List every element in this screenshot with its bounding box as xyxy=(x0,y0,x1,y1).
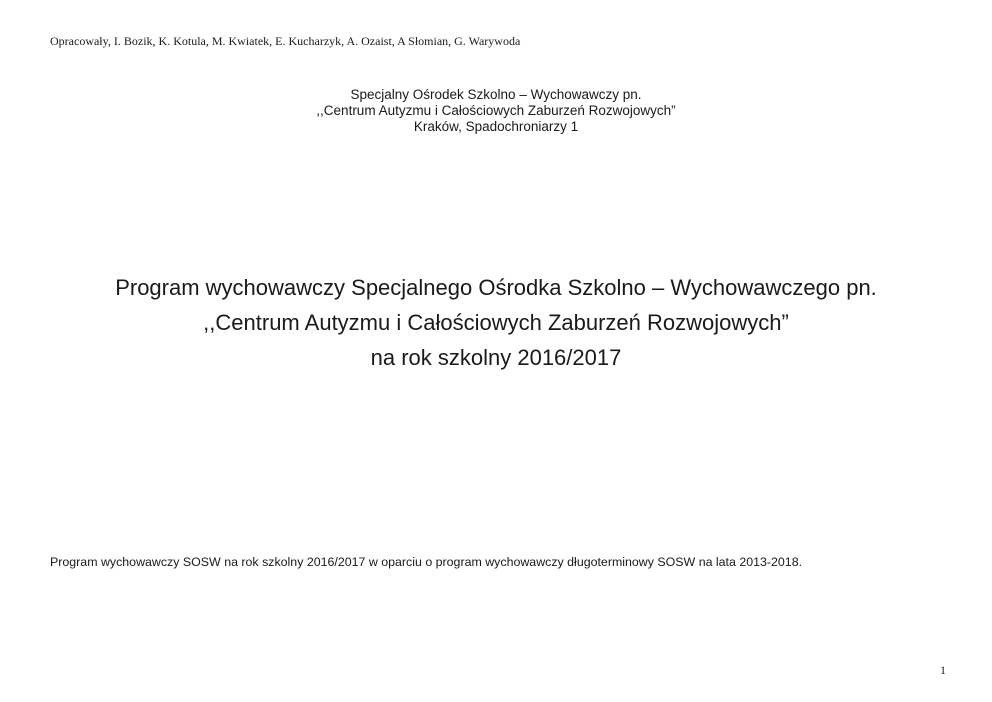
title-line-2: ,,Centrum Autyzmu i Całościowych Zaburzeń Rozwojowych” xyxy=(203,310,789,335)
institution-address: Kraków, Spadochroniarzy 1 xyxy=(413,119,579,134)
institution-name: Specjalny Ośrodek Szkolno – Wychowawczy pn. xyxy=(350,87,642,102)
document-title xyxy=(0,270,992,375)
title-line-3: na rok szkolny 2016/2017 xyxy=(370,345,622,370)
authors-header: Opracowały, I. Bozik, K. Kotula, M. Kwiatek, E. Kucharzyk, A. Ozaist, A Słomian, G. Warywoda xyxy=(50,34,521,48)
page-number: 1 xyxy=(940,663,946,677)
institution-subtitle: ,,Centrum Autyzmu i Całościowych Zaburzeń Rozwojowych” xyxy=(316,103,676,118)
institution-block xyxy=(0,87,992,135)
program-note: Program wychowawczy SOSW na rok szkolny 2016/2017 w oparciu o program wychowawczy długoterminowy SOSW na lata 2013-2018. xyxy=(50,555,803,569)
title-line-1: Program wychowawczy Specjalnego Ośrodka Szkolno – Wychowawczego pn. xyxy=(115,275,877,300)
